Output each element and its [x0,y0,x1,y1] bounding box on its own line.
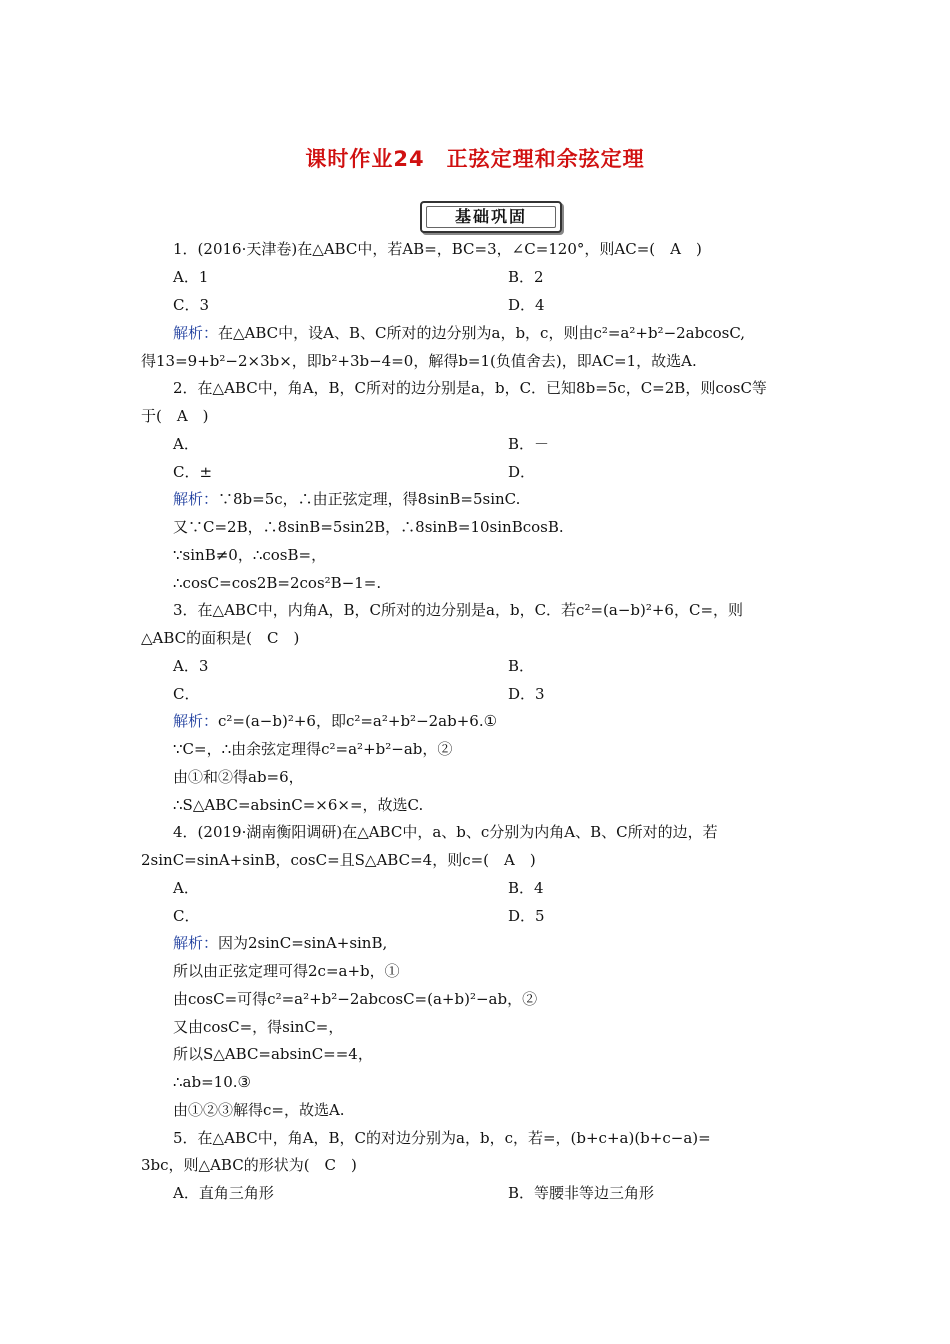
q1-stem: 1．(2016·天津卷)在△ABC中，若AB=，BC=3，∠C=120°，则AC=( A ) [173,240,702,258]
q4-solution-line6: ∴ab=10.③ [173,1073,251,1091]
q3-stem-line2: △ABC的面积是( C ) [141,629,300,647]
solution-label: 解析： [173,490,219,508]
q4-solution-line3: 由cosC=可得c²=a²+b²−2abcosC=(a+b)²−ab，② [173,990,538,1008]
q3-option-b: B． [508,657,535,675]
q1-solution-text: 在△ABC中，设A、B、C所对的边分别为a，b，c，则由c²=a²+b²−2abcosC, [218,324,746,342]
solution-label: 解析： [173,324,219,342]
q2-option-b: B．－ [508,435,550,453]
q1-option-c: C．3 [173,296,210,314]
section-badge-label: 基础巩固 [426,206,556,228]
q4-stem: 4．(2019·湖南衡阳调研)在△ABC中，a、b、c分别为内角A、B、C所对的边，若 [173,823,718,841]
q4-solution-text: 因为2sinC=sinA+sinB, [218,934,388,952]
q4-solution-line5: 所以S△ABC=absinC==4， [173,1045,373,1063]
q4-solution-line4: 又由cosC=，得sinC=， [173,1018,344,1036]
q5-stem-line2: 3bc，则△ABC的形状为( C ) [141,1156,357,1174]
q2-option-c: C．± [173,463,213,481]
q3-stem: 3．在△ABC中，内角A，B，C所对的边分别是a，b，C．若c²=(a−b)²+6，C=，则 [173,601,744,619]
q4-solution-line2: 所以由正弦定理可得2c=a+b，① [173,962,400,980]
q3-option-d: D．3 [508,685,545,703]
q2-solution-text: ∵8b=5c，∴由正弦定理，得8sinB=5sinC. [218,490,521,508]
q3-option-a: A．3 [173,657,209,675]
q3-solution-line [173,711,497,731]
q1-option-b: B．2 [508,268,544,286]
q3-solution-text: c²=(a−b)²+6，即c²=a²+b²−2ab+6.① [218,712,498,730]
q4-option-a: A． [173,879,199,897]
q5-option-a: A．直角三角形 [173,1184,274,1202]
q3-solution-line3: 由①和②得ab=6， [173,768,304,786]
solution-label: 解析： [173,712,219,730]
q2-option-d: D． [508,463,536,481]
q2-solution-line [173,489,520,509]
q2-solution-line4: ∴cosC=cos2B=2cos²B−1=. [173,574,382,592]
section-badge [420,201,562,233]
q2-stem-line2: 于( A ) [141,407,209,425]
q4-solution-line7: 由①②③解得c=，故选A. [173,1101,345,1119]
q5-option-b: B．等腰非等边三角形 [508,1184,655,1202]
q1-solution-line2: 得13=9+b²−2×3b×，即b²+3b−4=0，解得b=1(负值舍去)，即AC=1，故选A. [141,352,697,370]
q1-option-a: A．1 [173,268,209,286]
q2-option-a: A． [173,435,199,453]
q3-solution-line4: ∴S△ABC=absinC=×6×=，故选C. [173,796,424,814]
q1-option-d: D．4 [508,296,545,314]
q4-stem-line2: 2sinC=sinA+sinB，cosC=且S△ABC=4，则c=( A ) [141,851,536,869]
q3-solution-line2: ∵C=，∴由余弦定理得c²=a²+b²−ab，② [173,740,453,758]
q4-option-c: C． [173,907,200,925]
q2-solution-line3: ∵sinB≠0，∴cosB=， [173,546,327,564]
page-title: 课时作业24 正弦定理和余弦定理 [305,147,645,171]
q5-stem: 5．在△ABC中，角A，B，C的对边分别为a，b，c，若=，(b+c+a)(b+c−a)= [173,1129,711,1147]
solution-label: 解析： [173,934,219,952]
q1-solution-line [173,323,745,343]
q4-solution-line [173,933,387,953]
q3-option-c: C． [173,685,200,703]
q4-option-d: D．5 [508,907,545,925]
q4-option-b: B．4 [508,879,544,897]
q2-solution-line2: 又∵C=2B，∴8sinB=5sin2B，∴8sinB=10sinBcosB. [173,518,564,536]
q2-stem: 2．在△ABC中，角A，B，C所对的边分别是a，b，C．已知8b=5c，C=2B，则cosC等 [173,379,767,397]
